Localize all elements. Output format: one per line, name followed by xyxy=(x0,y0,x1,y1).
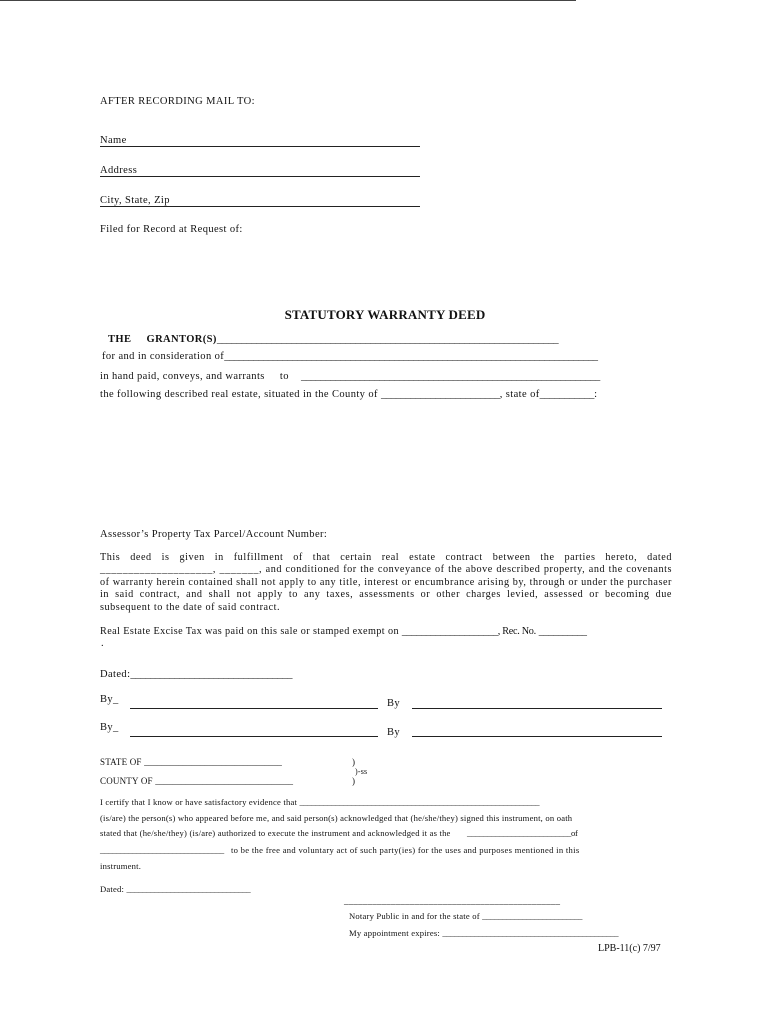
by-label-3: By_ xyxy=(100,722,119,733)
rec-no-blank[interactable]: __________ xyxy=(538,626,587,637)
contract-paragraph: This deed is given in fulfillment of that certain real estate contract between the parties hereto, dated ____________________, _______, and conditioned for the conveyance of the above described property, and the covenants of warranty herein contained shall not apply to any title, interest or encumbrance arising by, through or under the purchaser in said contract, and shall not apply to any taxes, assessments or other charges levied, assessed or becoming due subsequent to the date of said contract. xyxy=(100,552,672,613)
ss-label: )-ss xyxy=(355,767,368,776)
certify-line xyxy=(100,797,539,807)
paren-1: ) xyxy=(352,757,356,767)
city-state-zip-line[interactable] xyxy=(100,206,420,207)
certify-blank[interactable]: ____________________________________________________________ xyxy=(299,797,540,807)
excise-text: Real Estate Excise Tax was paid on this sale or stamped exempt on xyxy=(100,626,399,637)
consideration-label: for and in consideration of xyxy=(102,351,225,362)
to-label: to xyxy=(279,371,289,382)
dated-blank[interactable]: _________________________________ xyxy=(130,669,293,680)
dated-label: Dated: xyxy=(100,669,131,680)
appointment-blank[interactable]: ____________________________________________ xyxy=(442,928,619,938)
top-rule xyxy=(0,0,576,1)
assessor-label: Assessor’s Property Tax Parcel/Account Number: xyxy=(100,529,328,540)
notary-signature-blank[interactable]: ______________________________________________ xyxy=(344,896,561,906)
name-label: Name xyxy=(100,135,127,146)
notary-public-line xyxy=(349,911,582,921)
free-act-line xyxy=(100,845,579,855)
consideration-blank[interactable]: _____________________________________________________________________________ xyxy=(224,351,598,362)
excise-line xyxy=(100,626,587,637)
by-label-2: By xyxy=(387,698,401,709)
signature-line-3[interactable] xyxy=(130,736,378,737)
state-of-label: , state of xyxy=(499,389,540,400)
dated-line xyxy=(100,669,292,680)
address-line[interactable] xyxy=(100,176,420,177)
free-act-text: to be the free and voluntary act of such party(ies) for the uses and purposes mentioned in this xyxy=(230,845,580,855)
stated-text: stated that (he/she/they) (is/are) authorized to execute the instrument and acknowledged it as the xyxy=(100,828,451,838)
grantor-label: GRANTOR(S) xyxy=(146,334,217,345)
after-recording-label: AFTER RECORDING MAIL TO: xyxy=(100,96,255,107)
signature-line-4[interactable] xyxy=(412,736,662,737)
by-label-4: By xyxy=(387,727,401,738)
form-number: LPB-11(c) 7/97 xyxy=(598,943,661,954)
appointment-label: My appointment expires: xyxy=(349,928,440,938)
real-estate-label: the following described real estate, situated in the County of xyxy=(100,389,378,400)
notary-dated-line xyxy=(100,884,250,894)
instrument-text: instrument. xyxy=(100,861,142,871)
by-label-1: By_ xyxy=(100,694,119,705)
state-blank[interactable]: ___________: xyxy=(539,389,597,400)
signature-line-2[interactable] xyxy=(412,708,662,709)
state-of-blank[interactable]: ________________________________ xyxy=(144,757,282,767)
paren-2: ) xyxy=(352,776,356,786)
state-of-line xyxy=(100,757,282,767)
grantor-prefix: THE xyxy=(108,334,132,345)
stated-line xyxy=(100,828,578,838)
excise-period: . xyxy=(101,638,105,649)
consideration-line xyxy=(102,351,598,362)
county-line xyxy=(100,389,597,400)
conveys-line xyxy=(100,371,600,382)
address-label: Address xyxy=(100,165,138,176)
conveys-label: in hand paid, conveys, and warrants xyxy=(100,371,265,382)
signature-line-1[interactable] xyxy=(130,708,378,709)
notary-dated-label: Dated: xyxy=(100,884,125,894)
county-of-label: COUNTY OF xyxy=(100,776,153,786)
county-of-blank[interactable]: ________________________________ xyxy=(155,776,293,786)
state-of-label: STATE OF xyxy=(100,757,142,767)
county-blank[interactable]: ________________________ xyxy=(380,389,500,400)
county-of-line xyxy=(100,776,293,786)
excise-date-blank[interactable]: ____________________, Rec. No. xyxy=(401,626,536,637)
city-state-zip-label: City, State, Zip xyxy=(100,195,170,206)
filed-for-record-label: Filed for Record at Request of: xyxy=(100,224,243,235)
notary-dated-blank[interactable]: _______________________________ xyxy=(126,884,251,894)
stated-blank[interactable]: __________________________of xyxy=(467,828,578,838)
appeared-text: (is/are) the person(s) who appeared before me, and said person(s) acknowledged that (he/she/they) signed this instrument, on oath xyxy=(100,813,573,823)
document-title: STATUTORY WARRANTY DEED xyxy=(284,307,486,322)
certify-text: I certify that I know or have satisfactory evidence that xyxy=(100,797,298,807)
notary-state-blank[interactable]: _________________________ xyxy=(482,911,583,921)
free-act-blank[interactable]: _______________________________ xyxy=(100,845,224,855)
grantor-blank[interactable]: _____________________________________________________________________ xyxy=(216,334,559,345)
appointment-line xyxy=(349,928,618,938)
name-line[interactable] xyxy=(100,146,420,147)
grantor-line xyxy=(108,334,558,345)
grantee-blank[interactable]: _____________________________________________________________ xyxy=(300,371,600,382)
notary-public-label: Notary Public in and for the state of xyxy=(349,911,480,921)
